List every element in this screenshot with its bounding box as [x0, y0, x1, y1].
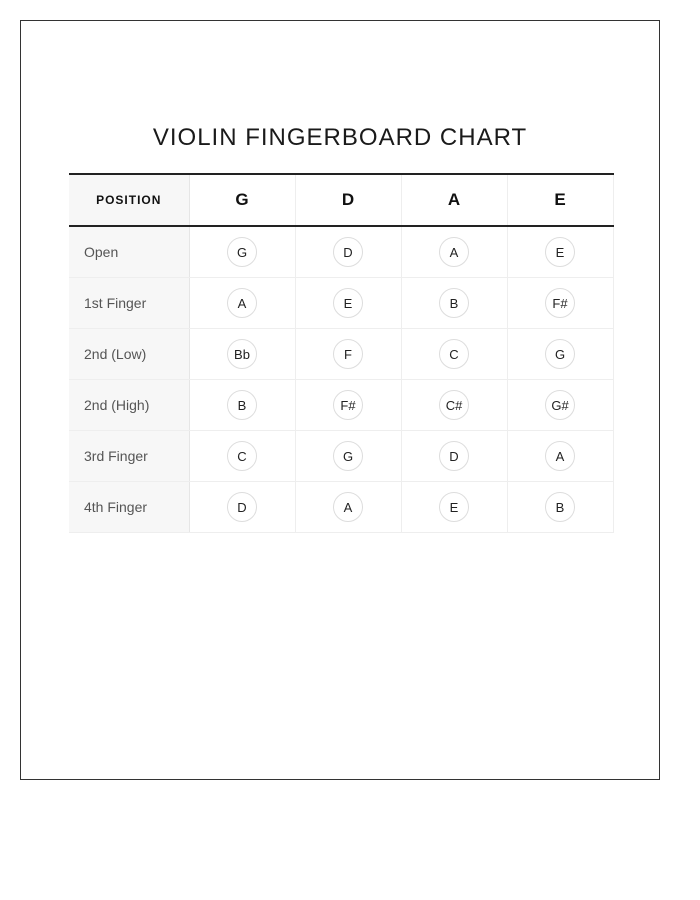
note-badge: D [227, 492, 257, 522]
note-badge: C [227, 441, 257, 471]
page-frame [20, 20, 660, 780]
note-cell [401, 430, 507, 481]
table-row [69, 430, 613, 481]
table-row [69, 277, 613, 328]
table-row [69, 328, 613, 379]
string-header-d: D [295, 174, 401, 226]
string-header-e: E [507, 174, 613, 226]
note-badge: A [439, 237, 469, 267]
position-label: 2nd (High) [69, 379, 189, 430]
note-badge: Bb [227, 339, 257, 369]
note-cell [295, 328, 401, 379]
note-badge: G [227, 237, 257, 267]
note-cell [295, 226, 401, 277]
note-cell [295, 379, 401, 430]
note-cell [295, 430, 401, 481]
string-header-a: A [401, 174, 507, 226]
note-badge: D [439, 441, 469, 471]
note-badge: B [439, 288, 469, 318]
chart-title: VIOLIN FINGERBOARD CHART [152, 124, 528, 151]
note-badge: D [333, 237, 363, 267]
note-cell [295, 481, 401, 532]
table-row [69, 379, 613, 430]
note-cell [507, 277, 613, 328]
note-cell [507, 226, 613, 277]
note-badge: F [333, 339, 363, 369]
note-badge: A [545, 441, 575, 471]
note-badge: F# [545, 288, 575, 318]
note-cell [507, 328, 613, 379]
note-badge: E [333, 288, 363, 318]
note-cell [189, 277, 295, 328]
note-badge: G [545, 339, 575, 369]
note-badge: E [545, 237, 575, 267]
note-cell [189, 430, 295, 481]
note-cell [507, 481, 613, 532]
note-cell [401, 277, 507, 328]
position-header: POSITION [69, 174, 189, 226]
note-cell [189, 481, 295, 532]
position-label: 1st Finger [69, 277, 189, 328]
position-label: 2nd (Low) [69, 328, 189, 379]
note-cell [189, 226, 295, 277]
note-badge: B [227, 390, 257, 420]
note-cell [401, 328, 507, 379]
header-row [69, 174, 613, 226]
note-cell [189, 328, 295, 379]
note-badge: G [333, 441, 363, 471]
note-cell [507, 379, 613, 430]
note-cell [507, 430, 613, 481]
note-badge: A [227, 288, 257, 318]
note-cell [295, 277, 401, 328]
string-header-g: G [189, 174, 295, 226]
note-cell [401, 226, 507, 277]
note-badge: F# [333, 390, 363, 420]
note-cell [189, 379, 295, 430]
note-badge: G# [545, 390, 575, 420]
position-label: 4th Finger [69, 481, 189, 532]
fingerboard-table [69, 173, 614, 533]
note-badge: E [439, 492, 469, 522]
note-badge: C# [439, 390, 469, 420]
table-row [69, 481, 613, 532]
position-label: Open [69, 226, 189, 277]
table-row [69, 226, 613, 277]
note-cell [401, 379, 507, 430]
note-badge: C [439, 339, 469, 369]
note-cell [401, 481, 507, 532]
note-badge: A [333, 492, 363, 522]
position-label: 3rd Finger [69, 430, 189, 481]
note-badge: B [545, 492, 575, 522]
